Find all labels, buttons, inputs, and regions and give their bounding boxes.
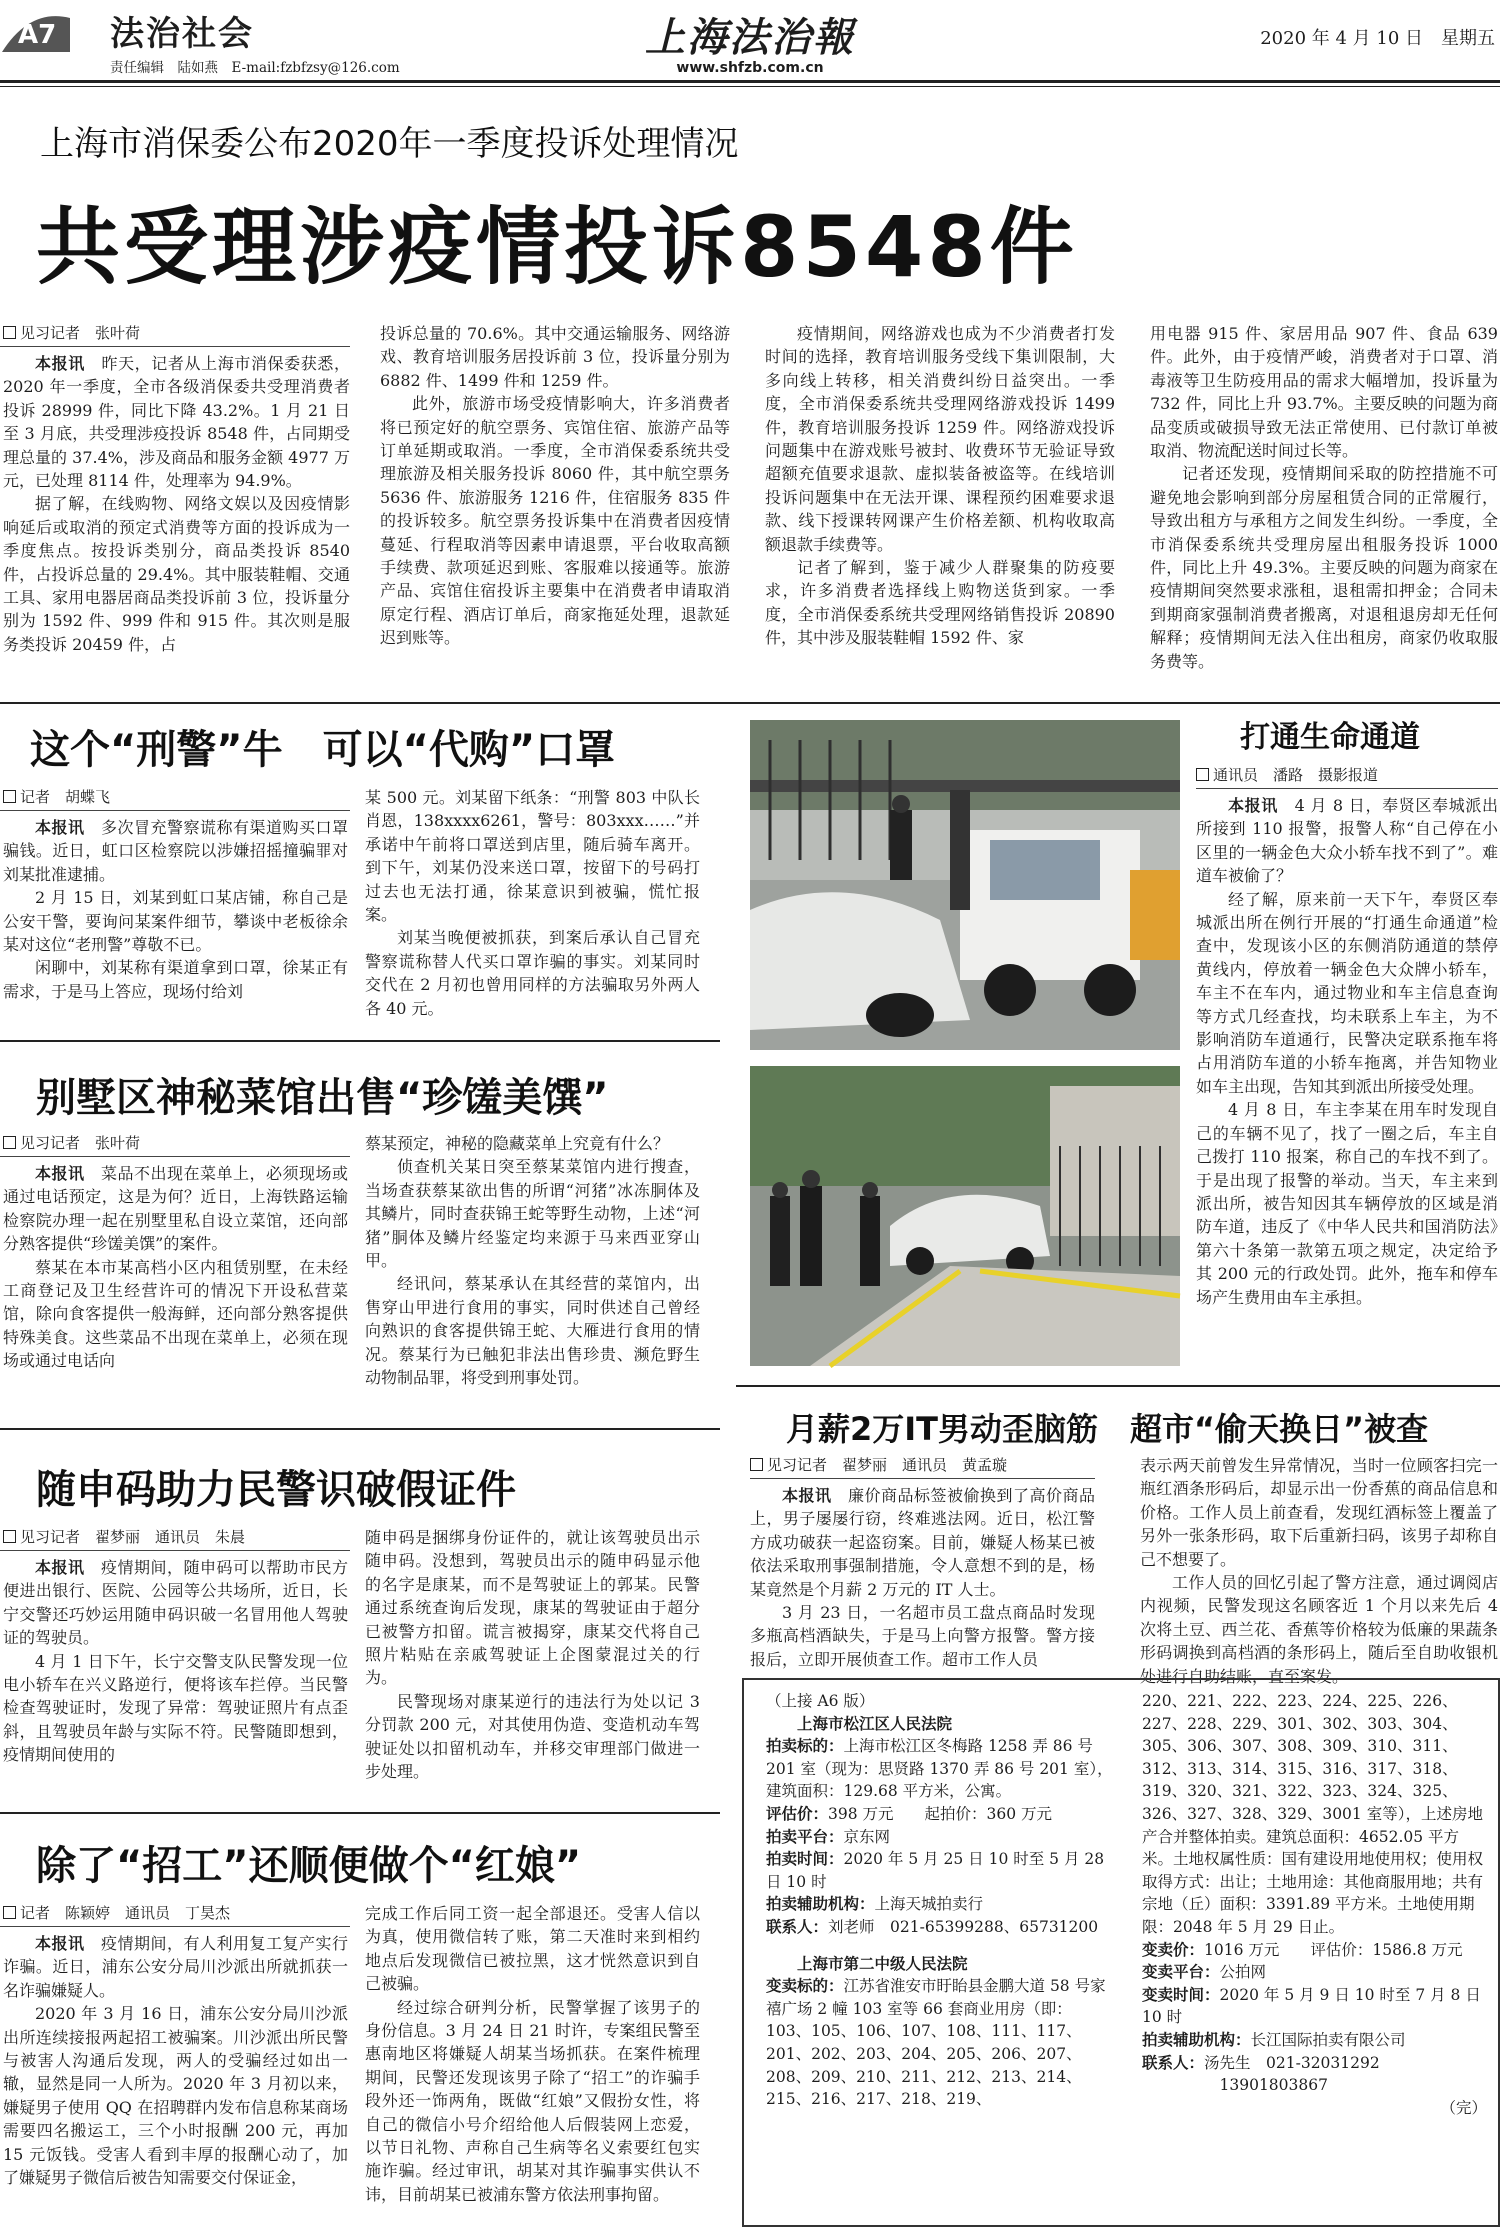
auction-field-label: 拍卖辅助机构：	[766, 1895, 875, 1914]
paragraph	[365, 1526, 700, 1690]
auction-notice-box	[742, 1678, 1500, 2227]
lead-col-2	[380, 322, 730, 692]
paragraph-text: 随申码是捆绑身份证件的，就让该驾驶员出示随申码。没想到，驾驶员出示的随申码显示他的名字是康某，而不是驾驶证上的郭某。民警通过系统查询后发现，康某的驾驶证由于超分已被警方扣留。谎言被揭穿，康某交代将自己照片粘贴在亲戚驾驶证上企图蒙混过关的行为。	[365, 1528, 700, 1688]
paragraph	[3, 492, 350, 656]
paragraph-text: 疫情期间，网络游戏也成为不少消费者打发时间的选择，教育培训服务受线下集训限制，大多向线上转移，相关消费纠纷日益突出。一季度，全市消保委系统共受理网络游戏投诉 1499 件，教育培训服务投诉 1259 件。网络游戏投诉问题集中在游戏账号被封、收费环节无验证导致超额充值要求退款、虚拟装备被盗等。在线培训投诉问题集中在无法开课、课程预约困难要求退款、线下授课转网课产生价格差额、机构收取高额退款手续费等。	[765, 324, 1115, 554]
paragraph	[765, 322, 1115, 556]
auction-field-label: 拍卖辅助机构：	[1142, 2030, 1251, 2049]
paragraph-text: 用电器 915 件、家居用品 907 件、食品 639 件。此外，由于疫情严峻，消费者对于口罩、消毒液等卫生防疫用品的需求大幅增加，投诉量为 732 件，同比上升 93.7%。主要反映的问题为商品变质或破损导致无法正常使用、已付款订单被取消、物流配送时间过长等。	[1150, 324, 1498, 461]
paragraph-text: 菜品不出现在菜单上，必须现场或通过电话预定，这是为何？近日，上海铁路运输检察院办理一起在别墅里私自设立菜馆，还向部分熟客提供“珍馐美馔”的案件。	[3, 1164, 348, 1254]
paragraph-text: 侦查机关某日突至蔡某菜馆内进行搜查，当场查获蔡某欲出售的所谓“河猪”冰冻胴体及其鳞片，同时查获锦王蛇等野生动物，上述“河猪”胴体及鳞片经鉴定均来源于马来西亚穿山甲。	[365, 1157, 700, 1271]
code-col-2	[365, 1526, 700, 1800]
auction-field-text: 2020 年 5 月 9 日 10 时至 7 月 8 日 10 时	[1142, 1985, 1481, 2027]
paragraph	[3, 816, 348, 886]
dateline: 本报讯	[35, 1558, 85, 1577]
auction-row	[1142, 2052, 1487, 2075]
restaurant-byline: 见习记者 张叶荷	[3, 1132, 140, 1153]
paragraph	[750, 1484, 1095, 1601]
issue-date: 2020 年 4 月 10 日 星期五	[1260, 28, 1495, 49]
police-byline-rule	[0, 810, 350, 811]
dateline: 本报讯	[1228, 796, 1278, 815]
lead-subhead: 上海市消保委公布2020年一季度投诉处理情况	[40, 124, 739, 164]
auction-col-2	[1142, 1690, 1487, 2215]
auction-field-text: 13901803867	[1142, 2076, 1328, 2095]
paragraph-text: 4 月 8 日，车主李某在用车时发现自己的车辆不见了，找了一圈之后，车主自己拨打 110 报案，称自己的车找不到了。于是出现了报警的举动。当天，车主来到派出所，被告知因其车辆停放的区域是消防车道，违反了《中华人民共和国消防法》第六十条第一款第五项之规定，决定给予其 200 元的行政处罚。此外，拖车和停车场产生费用由车主承担。	[1196, 1100, 1498, 1307]
auction-row	[1142, 2074, 1487, 2097]
auction-row	[1142, 1984, 1487, 2029]
auction-row	[1142, 2097, 1487, 2120]
auction-field-label: 拍卖平台：	[766, 1827, 844, 1846]
paragraph	[365, 1902, 700, 1996]
parking-lane-photo	[750, 1066, 1180, 1366]
tow-truck-photo	[750, 720, 1180, 1050]
auction-field-label: 拍卖标的：	[766, 1737, 844, 1756]
paragraph-text: 4 月 8 日，奉贤区奉城派出所接到 110 报警，报警人称“自己停在小区里的一辆金色大众小轿车找不到了”。难道车被偷了？	[1196, 796, 1498, 886]
paragraph-text: 蔡某在本市某高档小区内租赁别墅，在未经工商登记及卫生经营许可的情况下开设私营菜馆，除向食客提供一般海鲜，还向部分熟客提供特殊美食。这些菜品不出现在菜单上，必须在现场或通过电话向	[3, 1257, 348, 1371]
section-divider-4	[0, 1812, 720, 1814]
masthead-rule	[0, 80, 1500, 83]
auction-row	[766, 1735, 1116, 1803]
auction-field-label: 评估价：	[766, 1804, 829, 1823]
auction-row	[766, 1975, 1116, 2111]
lifeline-headline: 打通生命通道	[1240, 720, 1420, 755]
paragraph-text: 投诉总量的 70.6%。其中交通运输服务、网络游戏、教育培训服务居投诉前 3 位，投诉量分别为 6882 件、1499 件和 1259 件。	[380, 324, 730, 390]
auction-field-text: （完）	[1440, 2098, 1487, 2117]
auction-field-text: 上海天城拍卖行	[874, 1895, 984, 1914]
auction-row	[766, 1803, 1116, 1826]
paragraph	[1196, 1098, 1498, 1309]
paragraph-text: 工作人员的回忆引起了警方注意，通过调阅店内视频，民警发现这名顾客近 1 个月以来先后 4 次将土豆、西兰花、香蕉等价格较为低廉的果蔬条形码调换到高档酒的条形码上，随后至自助收银机处进行自助结账，直至案发。	[1140, 1573, 1498, 1686]
auction-row	[766, 1916, 1116, 1939]
recruit-col-1	[3, 1932, 348, 2224]
section-divider-2	[0, 1040, 720, 1042]
section-title: 法治社会	[110, 14, 254, 54]
auction-field-text: 1016 万元 评估价：1586.8 万元	[1204, 1940, 1463, 1959]
paper-logo: 上海法治報	[645, 14, 855, 61]
lead-col-1	[3, 352, 350, 692]
auction-field-text: 上海市松江区人民法院	[797, 1714, 953, 1733]
auction-row	[766, 1848, 1116, 1893]
auction-field-label: 联系人：	[766, 1917, 829, 1936]
auction-field-text: 上海市第二中级人民法院	[797, 1954, 968, 1973]
paragraph	[3, 2002, 348, 2189]
paragraph	[1150, 462, 1498, 673]
lead-col-4	[1150, 322, 1498, 692]
auction-field-text: 2020 年 5 月 25 日 10 时至 5 月 28 日 10 时	[766, 1850, 1105, 1891]
paragraph-text: 2 月 15 日，刘某到虹口某店铺，称自己是公安干警，要询问某案件细节，攀谈中老板徐余某对这位“老刑警”尊敬不已。	[3, 888, 348, 955]
auction-field-text: 398 万元 起拍价：360 万元	[828, 1804, 1053, 1823]
paragraph	[3, 352, 350, 492]
paragraph	[365, 1155, 700, 1272]
auction-row	[766, 1690, 1116, 1713]
paragraph-text: 4 月 1 日下午，长宁交警支队民警发现一位电小轿车在兴义路逆行，便将该车拦停。当民警检查驾驶证时，发现了异常：驾驶证照片有点歪斜，且驾驶员年龄与实际不符。民警随即想到，疫情期间使用的	[3, 1651, 348, 1765]
restaurant-col-2	[365, 1132, 700, 1406]
auction-row	[1142, 1939, 1487, 1962]
paragraph-text: 记者还发现，疫情期间采取的防控措施不可避免地会影响到部分房屋租赁合同的正常履行，导致出租方与承租方之间发生纠纷。一季度，全市消保委系统共受理房屋出租服务投诉 1000 件，同比上升 49.3%。主要反映的问题为商家在疫情期间突然要求涨租，退租需扣押金；合同未到期商家强制消费者搬离，对退租退房却无任何解释；疫情期间无法入住出租房，商家仍收取服务费等。	[1150, 464, 1498, 671]
dateline: 本报讯	[35, 818, 85, 837]
paragraph	[3, 1556, 348, 1650]
lead-col-3	[765, 322, 1115, 692]
auction-row	[766, 1939, 1116, 1953]
auction-field-label: 变卖标的：	[766, 1977, 844, 1996]
it-byline-rule	[750, 1478, 1095, 1479]
paragraph	[365, 926, 700, 1020]
paragraph-text: 疫情期间，随申码可以帮助市民方便进出银行、医院、公园等公共场所，近日，长宁交警还巧妙运用随申码识破一名冒用他人驾驶证的驾驶员。	[3, 1558, 348, 1648]
restaurant-byline-rule	[0, 1156, 350, 1157]
paragraph-text: 2020 年 3 月 16 日，浦东公安分局川沙派出所连续接报两起招工被骗案。川沙派出所民警与被害人沟通后发现，两人的受骗经过如出一辙，显然是同一人所为。2020 年 3 月初以来，嫌疑男子使用 QQ 在招聘群内发布信息称某商场需要四名搬运工，三个小时报酬 200 元，再加 15 元饭钱。受害人看到丰厚的报酬心动了，加了嫌疑男子微信后被告知需要交付保证金，	[3, 2004, 348, 2188]
paragraph-text: 闲聊中，刘某称有渠道拿到口罩，徐某正有需求，于是马上答应，现场付给刘	[3, 958, 348, 1001]
paragraph	[365, 1690, 700, 1784]
recruit-byline: 记者 陈颖婷 通讯员 丁昊杰	[3, 1902, 230, 1923]
paragraph	[3, 1256, 348, 1373]
auction-field-label: 联系人：	[1142, 2053, 1205, 2072]
paragraph	[3, 956, 348, 1003]
paragraph	[3, 1932, 348, 2002]
recruit-byline-rule	[0, 1926, 350, 1927]
code-col-1	[3, 1556, 348, 1800]
auction-field-text: 江苏省淮安市盱眙县金鹏大道 58 号家禧广场 2 幢 103 室等 66 套商业用房（即：103、105、106、107、108、111、117、201、202、203、204、205、206、207、208、209、210、211、212、213、214、215、216、217、218、219、	[766, 1977, 1106, 2109]
paragraph	[365, 1272, 700, 1389]
dateline: 本报讯	[35, 1164, 85, 1183]
auction-row	[1142, 2029, 1487, 2052]
lead-byline: 见习记者 张叶荷	[3, 322, 140, 343]
restaurant-headline: 别墅区神秘菜馆出售“珍馐美馔”	[36, 1075, 609, 1121]
paragraph	[3, 1650, 348, 1767]
recruit-headline: 除了“招工”还顺便做个“红娘”	[36, 1843, 582, 1889]
code-byline-rule	[0, 1550, 350, 1551]
paragraph-text: 完成工作后同工资一起全部退还。受害人信以为真，使用微信转了账，第二天准时来到相约地点后发现微信已被拉黑，这才恍然意识到自己被骗。	[365, 1904, 700, 1994]
auction-field-text: 长江国际拍卖有限公司	[1250, 2030, 1406, 2049]
dateline: 本报讯	[35, 354, 85, 373]
section-divider-1	[0, 702, 1500, 704]
paragraph-text: 据了解，在线购物、网络文娱以及因疫情影响延后或取消的预定式消费等方面的投诉成为一季度焦点。按投诉类别分，商品类投诉 8540 件，占投诉总量的 29.4%。其中服装鞋帽、交通工具、家用电器居商品类投诉前 3 位，投诉量分别为 1592 件、999 件和 915 件。其次则是服务类投诉 20459 件，占	[3, 494, 350, 654]
page-number: A7	[18, 20, 57, 50]
paragraph	[3, 886, 348, 956]
auction-row	[766, 1826, 1116, 1849]
page-number-badge	[0, 8, 72, 54]
paragraph-text: 记者了解到，鉴于减少人群聚集的防疫要求，许多消费者选择线上购物送货到家。一季度，全市消保委系统共受理网络销售投诉 20890 件，其中涉及服装鞋帽 1592 件、家	[765, 558, 1115, 648]
paragraph	[3, 1162, 348, 1256]
auction-field-text: 220、221、222、223、224、225、226、227、228、229、301、302、303、304、305、306、307、308、309、310、311、312、313、314、315、316、317、318、319、320、321、322、323、324、325、326、327、328、329、3001 室等），上述房地产合并整体拍卖。建筑总面积：4652.05 平方米。土地权属性质：国有建设用地使用权；使用权取得方式：出让；土地用途：其他商服用地；共有宗地（丘）面积：3391.89 平方米。土地使用期限：2048 年 5 月 29 日止。	[1142, 1692, 1484, 1936]
paragraph	[1196, 794, 1498, 888]
police-col-1	[3, 816, 348, 1028]
auction-field-text: 汤先生 021-32031292	[1204, 2053, 1380, 2072]
paragraph	[365, 1996, 700, 2207]
code-headline: 随申码助力民警识破假证件	[36, 1467, 516, 1513]
paragraph-text: 多次冒充警察谎称有渠道购买口罩骗钱。近日，虹口区检察院以涉嫌招摇撞骗罪对刘某批准逮捕。	[3, 818, 348, 884]
paragraph-text: 疫情期间，有人利用复工复产实行诈骗。近日，浦东公安分局川沙派出所就抓获一名诈骗嫌疑人。	[3, 1934, 348, 2000]
paragraph	[1140, 1454, 1498, 1571]
website-url: www.shfzb.com.cn	[676, 60, 824, 76]
auction-field-label: 拍卖时间：	[766, 1850, 844, 1869]
paragraph-text: 民警现场对康某逆行的违法行为处以记 3 分罚款 200 元，对其使用伪造、变造机动车驾驶证处以扣留机动车，并移交审理部门做进一步处理。	[365, 1691, 700, 1782]
editor-line: 责任编辑 陆如燕 E-mail:fzbfzsy@126.com	[110, 60, 400, 76]
paragraph-text: 经讯问，蔡某承认在其经营的菜馆内，出售穿山甲进行食用的事实，同时供述自己曾经向熟识的食客提供锦王蛇、大雁进行食用的情况。蔡某行为已触犯非法出售珍贵、濒危野生动物制品罪，将受到刑事处罚。	[365, 1274, 700, 1388]
police-col-2	[365, 786, 700, 1028]
paragraph	[365, 786, 700, 926]
paragraph-text: 廉价商品标签被偷换到了高价商品上，男子屡屡行窃，终难逃法网。近日，松江警方成功破获一起盗窃案。目前，嫌疑人杨某已被依法采取刑事强制措施，令人意想不到的是，杨某竟然是个月薪 2 万元的 IT 人士。	[750, 1486, 1095, 1599]
section-divider-3	[0, 1428, 720, 1430]
lifeline-byline-rule	[1196, 788, 1498, 789]
paragraph	[380, 322, 730, 392]
paragraph-text: 蔡某预定，神秘的隐藏菜单上究竟有什么？	[365, 1134, 670, 1153]
auction-col-1	[766, 1690, 1116, 2215]
auction-field-label: 变卖平台：	[1142, 1963, 1220, 1982]
paragraph-text: 表示两天前曾发生异常情况，当时一位顾客扫完一瓶红酒条形码后，却显示出一份香蕉的商品信息和价格。工作人员上前查看，发现红酒标签上覆盖了另外一张条形码，取下后重新扫码，该男子却称自己不想要了。	[1140, 1456, 1498, 1569]
lifeline-col-1	[1196, 794, 1498, 1374]
it-byline: 见习记者 翟梦丽 通讯员 黄孟璇	[750, 1454, 1007, 1475]
police-headline: 这个“刑警”牛 可以“代购”口罩	[30, 727, 616, 773]
paragraph-text: 经了解，原来前一天下午，奉贤区奉城派出所在例行开展的“打通生命通道”检查中，发现该小区的东侧消防通道的禁停黄线内，停放着一辆金色大众牌小轿车，车主不在车内，通过物业和车主信息查询等方式几经查找，均未联系上车主，为不影响消防车道通行，民警决定联系拖车将占用消防车道的小轿车拖离，并告知物业如车主出现，告知其到派出所接受处理。	[1196, 889, 1498, 1096]
paragraph-text: 3 月 23 日，一名超市员工盘点商品时发现多瓶高档酒缺失，于是马上向警方报警。警方接报后，立即开展侦查工作。超市工作人员	[750, 1603, 1095, 1669]
paragraph	[1140, 1571, 1498, 1688]
paragraph	[765, 556, 1115, 650]
masthead-rule-thin	[0, 86, 1500, 87]
it-col-1	[750, 1484, 1095, 1669]
restaurant-col-1	[3, 1162, 348, 1406]
paragraph-text: 昨天，记者从上海市消保委获悉，2020 年一季度，全市各级消保委共受理消费者投诉 28999 件，同比下降 43.2%。1 月 21 日至 3 月底，共受理涉疫投诉 8548 件，占同期受理总量的 37.4%，涉及商品和服务金额 4977 万元，已处理 8114 件，处理率为 94.9%。	[3, 354, 350, 491]
paragraph	[365, 1132, 700, 1155]
paragraph-text: 经过综合研判分析，民警掌握了该男子的身份信息。3 月 24 日 21 时许，专案组民警至惠南地区将嫌疑人胡某当场抓获。在案件梳理期间，民警还发现该男子除了“招工”的诈骗手段外还一饰两角，既做“红娘”又假扮女性，将自己的微信小号介绍给他人后假装网上恋爱，以节日礼物、声称自己生病等名义索要红包实施诈骗。经过审讯，胡某对其诈骗事实供认不讳，目前胡某已被浦东警方依法刑事拘留。	[365, 1997, 700, 2204]
lead-headline: 共受理涉疫情投诉8548件	[36, 198, 1078, 296]
paragraph-text: 此外，旅游市场受疫情影响大，许多消费者将已预定好的航空票务、宾馆住宿、旅游产品等订单延期或取消。一季度，全市消保委系统共受理旅游及相关服务投诉 8060 件，其中航空票务 5636 件、旅游服务 1216 件，住宿服务 835 件的投诉较多。航空票务投诉集中在消费者因疫情蔓延、行程取消等因素申请退票，平台收取高额手续费、款项延迟到账、客服难以接通等。旅游产品、宾馆住宿投诉主要集中在消费者申请取消原定行程、酒店订单后，商家拖延处理，退款延迟到账等。	[380, 394, 730, 648]
auction-field-text: 刘老师 021-65399288、65731200	[828, 1917, 1099, 1936]
auction-row	[766, 1713, 1116, 1736]
code-byline: 见习记者 翟梦丽 通讯员 朱晨	[3, 1526, 245, 1547]
paragraph	[1150, 322, 1498, 462]
auction-field-text: 上海市松江区冬梅路 1258 弄 86 号 201 室（现为：思贤路 1370 弄 86 号 201 室），建筑面积：129.68 平方米，公寓。	[766, 1737, 1113, 1801]
dateline: 本报讯	[782, 1486, 832, 1505]
it-headline: 月薪2万IT男动歪脑筋 超市“偷天换日”被查	[786, 1410, 1429, 1448]
lifeline-byline: 通讯员 潘路 摄影报道	[1196, 764, 1378, 785]
paragraph	[750, 1601, 1095, 1671]
auction-field-text: （上接 A6 版）	[766, 1692, 875, 1710]
auction-field-text: 公拍网	[1219, 1963, 1267, 1982]
auction-row	[766, 1953, 1116, 1976]
auction-row	[1142, 1690, 1487, 1939]
auction-field-label: 变卖价：	[1142, 1940, 1205, 1959]
auction-field-label: 变卖时间：	[1142, 1985, 1220, 2004]
police-byline: 记者 胡蝶飞	[3, 786, 110, 807]
auction-field-text: 京东网	[843, 1827, 891, 1846]
recruit-col-2	[365, 1902, 700, 2224]
section-divider-5	[736, 1385, 1500, 1387]
auction-row	[766, 1893, 1116, 1916]
lead-byline-rule	[0, 346, 350, 347]
paragraph	[380, 392, 730, 649]
auction-row	[1142, 1961, 1487, 1984]
paragraph-text: 某 500 元。刘某留下纸条：“刑警 803 中队长肖恩，138xxxx6261，警号：803xxx……”并承诺中午前将口罩送到店里，随后骑车离开。到下午，刘某仍没来送口罩，按留下的号码打过去也无法打通，徐某意识到被骗，慌忙报案。	[365, 788, 700, 925]
paragraph	[1196, 888, 1498, 1099]
dateline: 本报讯	[35, 1934, 85, 1953]
it-col-2	[1140, 1454, 1498, 1686]
paragraph-text: 刘某当晚便被抓获，到案后承认自己冒充警察谎称替人代买口罩诈骗的事实。刘某同时交代在 2 月初也曾用同样的方法骗取另外两人各 40 元。	[365, 928, 700, 1018]
